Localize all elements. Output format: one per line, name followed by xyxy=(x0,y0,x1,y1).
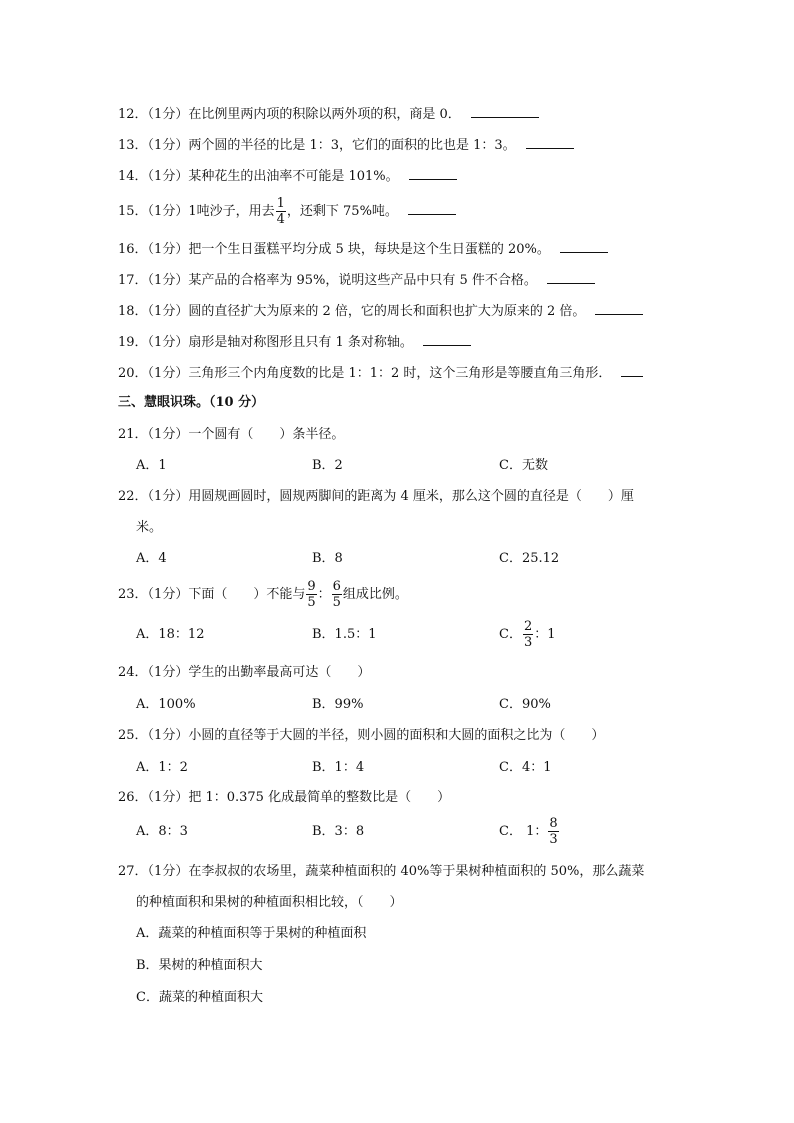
question-number: 26． xyxy=(118,790,148,805)
answer-blank[interactable] xyxy=(526,134,574,149)
question-number: 13． xyxy=(118,138,148,153)
fraction xyxy=(523,620,533,649)
option-b[interactable]: B．果树的种植面积大 xyxy=(136,958,263,973)
question-text: 用圆规画圆时，圆规两脚间的距离为 4 厘米，那么这个圆的直径是（ ）厘 xyxy=(188,489,634,504)
option-a[interactable]: A．1 xyxy=(136,458,167,473)
question-text: 一个圆有（ ）条半径。 xyxy=(188,427,345,442)
fraction xyxy=(548,817,558,846)
question-score: （1分） xyxy=(147,204,189,219)
question-20 xyxy=(118,362,643,384)
question-27 xyxy=(118,862,644,882)
option-c[interactable]: C．蔬菜的种植面积大 xyxy=(136,990,263,1005)
question-text: 三角形三个内角度数的比是 1：1：2 时，这个三角形是等腰直角三角形． xyxy=(188,366,612,381)
fraction-numerator: 8 xyxy=(549,816,558,831)
answer-blank[interactable] xyxy=(408,200,456,215)
question-score: （1分） xyxy=(147,273,189,288)
option-a[interactable]: A．4 xyxy=(136,551,167,566)
question-number: 20． xyxy=(118,366,148,381)
question-number: 25． xyxy=(118,728,148,743)
question-13 xyxy=(118,134,574,156)
option-c[interactable] xyxy=(499,617,556,653)
question-15 xyxy=(118,196,456,228)
question-text: 圆的直径扩大为原来的 2 倍，它的周长和面积也扩大为原来的 2 倍。 xyxy=(188,304,586,319)
question-26 xyxy=(118,788,450,808)
section-heading: 三、慧眼识珠。（10 分） xyxy=(118,395,265,410)
question-score: （1分） xyxy=(147,587,189,602)
fraction-denominator: 3 xyxy=(549,832,558,847)
question-12 xyxy=(118,103,539,125)
option-a[interactable]: A．8：3 xyxy=(136,824,188,839)
option-a[interactable]: A．蔬菜的种植面积等于果树的种植面积 xyxy=(136,926,367,941)
question-23 xyxy=(118,579,408,611)
option-text: ：1 xyxy=(534,627,556,642)
fraction-numerator: 9 xyxy=(307,579,316,594)
option-a[interactable]: A．1：2 xyxy=(136,760,188,775)
answer-blank[interactable] xyxy=(621,362,643,377)
question-text: 把一个生日蛋糕平均分成 5 块，每块是这个生日蛋糕的 20%。 xyxy=(188,242,550,257)
question-19 xyxy=(118,331,471,353)
fraction-numerator: 2 xyxy=(523,619,533,634)
option-b[interactable]: B．1：4 xyxy=(312,760,365,775)
fraction xyxy=(306,580,316,609)
question-text: 学生的出勤率最高可达（ ） xyxy=(188,665,371,680)
question-text: 组成比例。 xyxy=(342,587,408,602)
fraction xyxy=(276,197,286,226)
answer-blank[interactable] xyxy=(595,300,643,315)
option-b[interactable]: B．3：8 xyxy=(312,824,365,839)
question-22 xyxy=(118,487,634,507)
question-16 xyxy=(118,238,608,260)
question-score: （1分） xyxy=(147,864,189,879)
question-number: 27． xyxy=(118,864,148,879)
question-number: 14． xyxy=(118,169,148,184)
answer-blank[interactable] xyxy=(423,331,471,346)
question-score: （1分） xyxy=(147,728,189,743)
question-score: （1分） xyxy=(147,169,189,184)
option-c[interactable]: C．90% xyxy=(499,697,551,712)
question-text: ，还剩下 75%吨。 xyxy=(286,204,398,219)
fraction-denominator: 5 xyxy=(332,595,341,610)
fraction-numerator: 6 xyxy=(332,579,341,594)
question-number: 12． xyxy=(118,107,148,122)
question-25 xyxy=(118,726,604,746)
option-a[interactable]: A．100% xyxy=(136,697,196,712)
question-score: （1分） xyxy=(147,489,189,504)
question-score: （1分） xyxy=(147,304,189,319)
question-21 xyxy=(118,425,344,445)
option-c[interactable]: C．25.12 xyxy=(499,551,560,566)
option-c[interactable]: C．无数 xyxy=(499,458,548,473)
question-number: 18． xyxy=(118,304,148,319)
question-18 xyxy=(118,300,643,322)
question-score: （1分） xyxy=(147,242,189,257)
question-score: （1分） xyxy=(147,790,189,805)
fraction-denominator: 5 xyxy=(307,595,316,610)
question-number: 23． xyxy=(118,587,148,602)
question-score: （1分） xyxy=(147,366,189,381)
option-a[interactable]: A．18：12 xyxy=(136,627,205,642)
question-text-continued: 的种植面积和果树的种植面积相比较，（ ） xyxy=(136,895,403,910)
question-24 xyxy=(118,663,370,683)
answer-blank[interactable] xyxy=(560,238,608,253)
question-text: 两个圆的半径的比是 1：3，它们的面积的比也是 1：3。 xyxy=(188,138,516,153)
option-c[interactable] xyxy=(499,814,560,850)
fraction-denominator: 4 xyxy=(276,212,285,227)
option-b[interactable]: B．2 xyxy=(312,458,343,473)
question-score: （1分） xyxy=(147,107,189,122)
question-number: 15． xyxy=(118,204,148,219)
answer-blank[interactable] xyxy=(547,269,595,284)
question-score: （1分） xyxy=(147,138,189,153)
option-label: C． xyxy=(499,627,522,642)
question-score: （1分） xyxy=(147,427,189,442)
question-text: 把 1：0.375 化成最简单的整数比是（ ） xyxy=(188,790,451,805)
question-text: 1吨沙子，用去 xyxy=(188,204,275,219)
question-17 xyxy=(118,269,595,291)
question-number: 17． xyxy=(118,273,148,288)
question-number: 24． xyxy=(118,665,148,680)
question-number: 16． xyxy=(118,242,148,257)
question-score: （1分） xyxy=(147,335,189,350)
fraction xyxy=(332,580,342,609)
question-number: 19． xyxy=(118,335,148,350)
question-text: 下面（ ）不能与 xyxy=(188,587,306,602)
question-text: 扇形是轴对称图形且只有 1 条对称轴。 xyxy=(188,335,413,350)
question-text: 在李叔叔的农场里，蔬菜种植面积的 40%等于果树种植面积的 50%，那么蔬菜 xyxy=(188,864,645,879)
option-b[interactable]: B．8 xyxy=(312,551,343,566)
fraction-denominator: 3 xyxy=(523,635,533,650)
question-score: （1分） xyxy=(147,665,189,680)
option-b[interactable]: B．99% xyxy=(312,697,364,712)
option-b[interactable]: B．1.5：1 xyxy=(312,627,377,642)
question-text: 小圆的直径等于大圆的半径，则小圆的面积和大圆的面积之比为（ ） xyxy=(188,728,605,743)
answer-blank[interactable] xyxy=(409,165,457,180)
option-c[interactable]: C．4：1 xyxy=(499,760,552,775)
question-14 xyxy=(118,165,457,187)
ratio-colon: ： xyxy=(317,587,331,602)
question-text: 在比例里两内项的积除以两外项的积，商是 0． xyxy=(188,107,461,122)
question-text-continued: 米。 xyxy=(136,520,163,535)
question-text: 某产品的合格率为 95%，说明这些产品中只有 5 件不合格。 xyxy=(188,273,537,288)
question-number: 21． xyxy=(118,427,148,442)
question-number: 22． xyxy=(118,489,148,504)
option-label: C． 1： xyxy=(499,824,548,839)
answer-blank[interactable] xyxy=(471,103,539,118)
fraction-numerator: 1 xyxy=(276,196,285,211)
question-text: 某种花生的出油率不可能是 101%。 xyxy=(188,169,399,184)
